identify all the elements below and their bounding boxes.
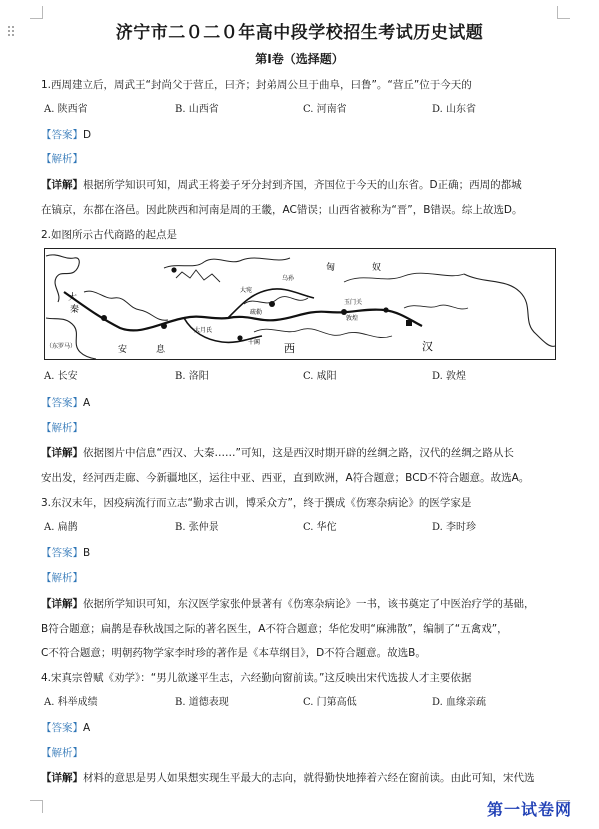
q1-detail-line-2: 在镐京，东都在洛邑。因此陕西和河南是周的王畿，AC错误；山西省被称为“晋”，B错误。综上故选D。 xyxy=(41,204,523,216)
q3-detail-line-3: C不符合题意；明朝药物学家李时珍的著作是《本草纲目》，D不符合题意。故选B。 xyxy=(41,647,426,659)
q3-option-a: A. 扁鹊 xyxy=(44,522,78,533)
q3-option-c: C. 华佗 xyxy=(303,522,337,533)
q2-detail-line-1: 【详解】依据图片中信息“西汉、大秦……”可知，这是西汉时期开辟的丝绸之路，汉代的丝绸之路从长 xyxy=(41,447,514,459)
q1-answer: D xyxy=(83,129,92,141)
detail-tag: 【详解】 xyxy=(41,772,83,784)
q1-stem: 1.西周建立后，周武王“封尚父于营丘，曰齐；封弟周公旦于曲阜，曰鲁”。“营丘”位于今天的 xyxy=(41,79,472,91)
answer-tag: 【答案】 xyxy=(41,547,83,559)
map-label-shule: 疏勒 xyxy=(250,309,263,316)
q4-answer-line xyxy=(41,721,571,735)
q2-analysis-tag: 【解析】 xyxy=(41,422,83,434)
detail-tag: 【详解】 xyxy=(41,179,83,191)
q2-option-d: D. 敦煌 xyxy=(432,371,467,382)
crop-mark-bottom-left xyxy=(30,800,43,813)
section-title: 第Ⅰ卷（选择题） xyxy=(255,52,344,66)
q1-option-c: C. 河南省 xyxy=(303,104,347,115)
q4-option-c: C. 门第高低 xyxy=(303,697,357,708)
q3-answer: B xyxy=(83,547,91,559)
q1-option-d: D. 山东省 xyxy=(432,104,477,115)
q2-stem: 2.如图所示古代商路的起点是 xyxy=(41,229,178,241)
q4-stem: 4.宋真宗曾赋《劝学》：“男儿欲遂平生志，六经勤向窗前读。”这反映出宋代选拔人才主要依据 xyxy=(41,672,472,684)
q3-option-b: B. 张仲景 xyxy=(175,522,219,533)
q2-option-b: B. 洛阳 xyxy=(175,371,209,382)
q4-option-b: B. 道德表现 xyxy=(175,697,229,708)
map-label-xiongnu-2: 奴 xyxy=(372,263,382,273)
map-label-anxi-xi: 息 xyxy=(156,345,166,355)
exam-title: 济宁市二０二０年高中段学校招生考试历史试题 xyxy=(115,23,484,43)
map-label-dayuan: 大宛 xyxy=(240,287,253,294)
q3-detail-line-2: B符合题意；扁鹊是春秋战国之际的著名医生，A不符合题意；华佗发明“麻沸散”，编制了“五禽戏”， xyxy=(41,623,508,635)
q1-option-b: B. 山西省 xyxy=(175,104,219,115)
q2-detail-line-2: 安出发，经河西走廊、今新疆地区，运往中亚、西亚，直到欧洲，A符合题意；BCD不符合题意。故选A。 xyxy=(41,472,530,484)
answer-tag: 【答案】 xyxy=(41,397,83,409)
q2-answer-line xyxy=(41,396,571,410)
detail-tag: 【详解】 xyxy=(41,447,83,459)
q1-detail-line-1: 【详解】根据所学知识可知，周武王将姜子牙分封到齐国，齐国位于今天的山东省。D正确；西周的都城 xyxy=(41,179,522,191)
detail-tag: 【详解】 xyxy=(41,598,83,610)
map-label-anxi-an: 安 xyxy=(118,345,128,355)
map-label-wusun: 乌孙 xyxy=(282,275,295,282)
q4-answer: A xyxy=(83,722,91,734)
q1-analysis-tag: 【解析】 xyxy=(41,153,83,165)
answer-tag: 【答案】 xyxy=(41,129,83,141)
site-watermark: 第一试卷网 xyxy=(487,800,573,819)
map-label-yumenguan: 玉门关 xyxy=(344,299,363,306)
map-label-dayuezhi: 大月氏 xyxy=(194,327,213,334)
q4-option-d: D. 血缘亲疏 xyxy=(432,697,487,708)
map-label-dunhuang: 敦煌 xyxy=(346,315,359,322)
map-label-daqin: 大 xyxy=(68,293,78,303)
q3-answer-line xyxy=(41,546,571,560)
map-label-rome: （东罗马） xyxy=(46,343,77,350)
q1-answer-line xyxy=(41,128,571,142)
q2-option-c: C. 咸阳 xyxy=(303,371,337,382)
map-label-xiongnu-1: 匈 xyxy=(326,263,336,273)
map-label-han: 汉 xyxy=(422,340,433,353)
q2-answer: A xyxy=(83,397,91,409)
q3-option-d: D. 李时珍 xyxy=(432,522,477,533)
map-label-qin: 秦 xyxy=(70,305,80,315)
map-label-qianzhou: 千阗 xyxy=(248,339,261,346)
answer-tag: 【答案】 xyxy=(41,722,83,734)
map-label-xiyu: 西 xyxy=(284,342,295,355)
q3-stem: 3.东汉末年，因疫病流行而立志“勤求古训，博采众方”，终于撰成《伤寒杂病论》的医学家是 xyxy=(41,497,472,509)
q1-option-a: A. 陕西省 xyxy=(44,104,88,115)
q3-detail-line-1: 【详解】依据所学知识可知，东汉医学家张仲景著有《伤寒杂病论》一书，该书奠定了中医治疗学的基础， xyxy=(41,598,535,610)
q4-detail-line-1: 【详解】材料的意思是男人如果想实现生平最大的志向，就得勤快地捧着六经在窗前读。由此可知，宋代选 xyxy=(41,772,535,784)
q3-analysis-tag: 【解析】 xyxy=(41,572,83,584)
silk-road-map xyxy=(44,248,556,360)
q4-option-a: A. 科举成绩 xyxy=(44,697,98,708)
q4-analysis-tag: 【解析】 xyxy=(41,747,83,759)
q2-option-a: A. 长安 xyxy=(44,371,78,382)
